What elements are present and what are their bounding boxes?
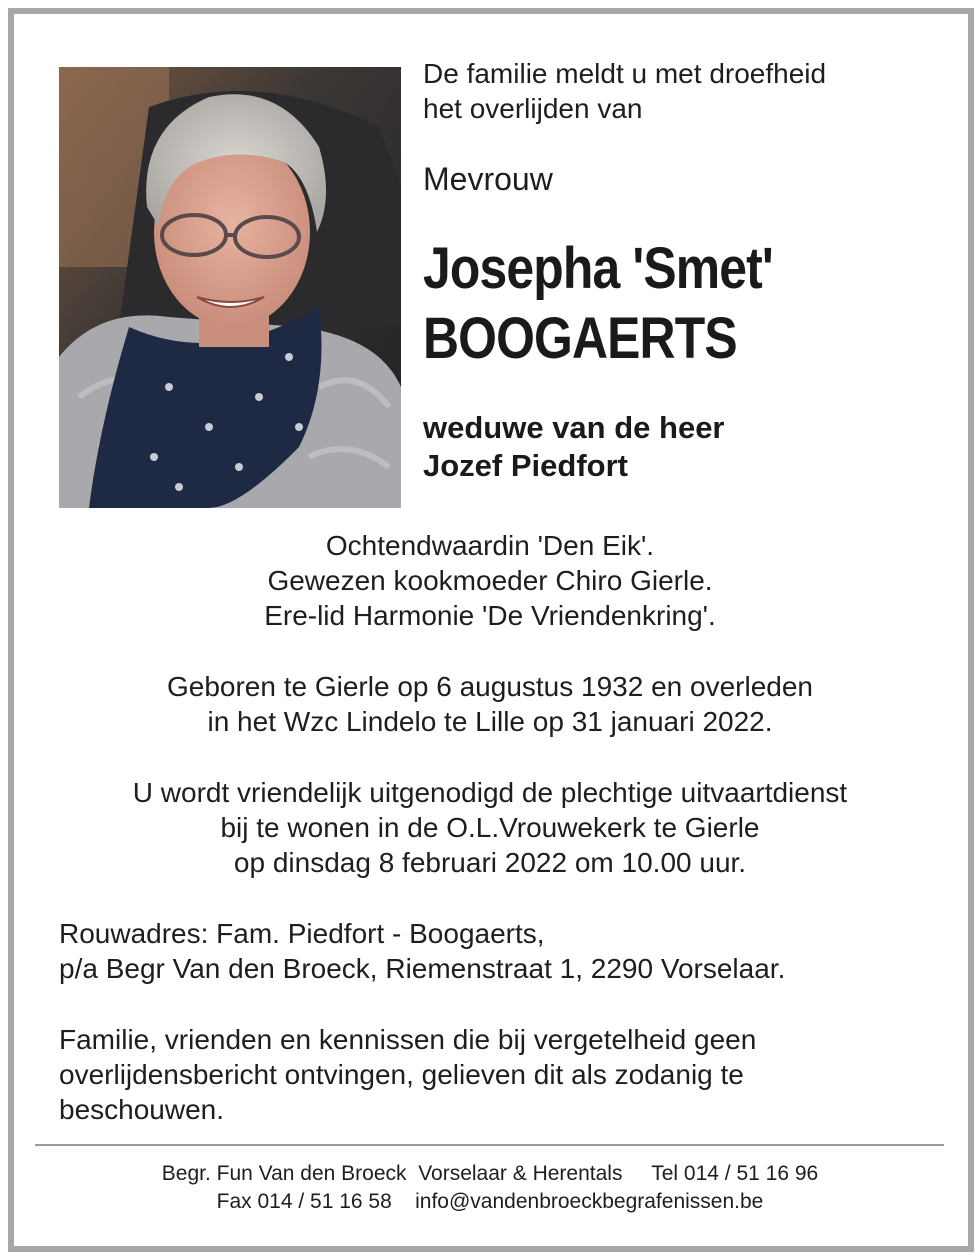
widow-of <box>423 409 725 485</box>
birth-death-line: Geboren te Gierle op 6 augustus 1932 en overleden <box>166 671 813 702</box>
birth-death-block <box>20 669 960 739</box>
deceased-name <box>423 234 773 374</box>
address-line: Rouwadres: Fam. Piedfort - Boogaerts, <box>59 918 545 949</box>
invitation-line: bij te wonen in de O.L.Vrouwekerk te Gierle <box>220 812 760 843</box>
intro-line: het overlijden van <box>423 93 643 124</box>
notice-line: beschouwen. <box>59 1094 225 1125</box>
portrait-photo <box>59 67 401 508</box>
widow-line: Jozef Piedfort <box>423 448 628 483</box>
footer-line: Fax 014 / 51 16 58 info@vandenbroeckbegrafenissen.be <box>216 1190 764 1213</box>
role-line: Ochtendwaardin 'Den Eik'. <box>325 530 655 561</box>
roles-block <box>20 528 960 633</box>
address-block <box>59 916 785 986</box>
funeral-home-footer <box>20 1160 960 1216</box>
role-line: Ere-lid Harmonie 'De Vriendenkring'. <box>264 600 716 631</box>
notice-line: overlijdensbericht ontvingen, gelieven dit als zodanig te <box>59 1059 744 1090</box>
role-line: Gewezen kookmoeder Chiro Gierle. <box>267 565 713 596</box>
invitation-line: U wordt vriendelijk uitgenodigd de plechtige uitvaartdienst <box>132 777 848 808</box>
notice-line: Familie, vrienden en kennissen die bij vergetelheid geen <box>59 1024 757 1055</box>
intro-line: De familie meldt u met droefheid <box>423 58 827 89</box>
announcement-intro <box>423 56 826 126</box>
name-line-first: Josepha 'Smet' <box>423 236 773 301</box>
footer-divider <box>35 1144 944 1146</box>
birth-death-line: in het Wzc Lindelo te Lille op 31 januari 2022. <box>207 706 773 737</box>
widow-line: weduwe van de heer <box>423 410 725 445</box>
address-line: p/a Begr Van den Broeck, Riemenstraat 1, 2290 Vorselaar. <box>59 953 786 984</box>
notice-block <box>59 1022 756 1127</box>
invitation-line: op dinsdag 8 februari 2022 om 10.00 uur. <box>233 847 747 878</box>
invitation-block <box>20 775 960 880</box>
name-line-surname: BOOGAERTS <box>423 306 737 371</box>
honorific: Mevrouw <box>423 161 553 197</box>
footer-line: Begr. Fun Van den Broeck Vorselaar & Herentals Tel 014 / 51 16 96 <box>161 1162 819 1185</box>
